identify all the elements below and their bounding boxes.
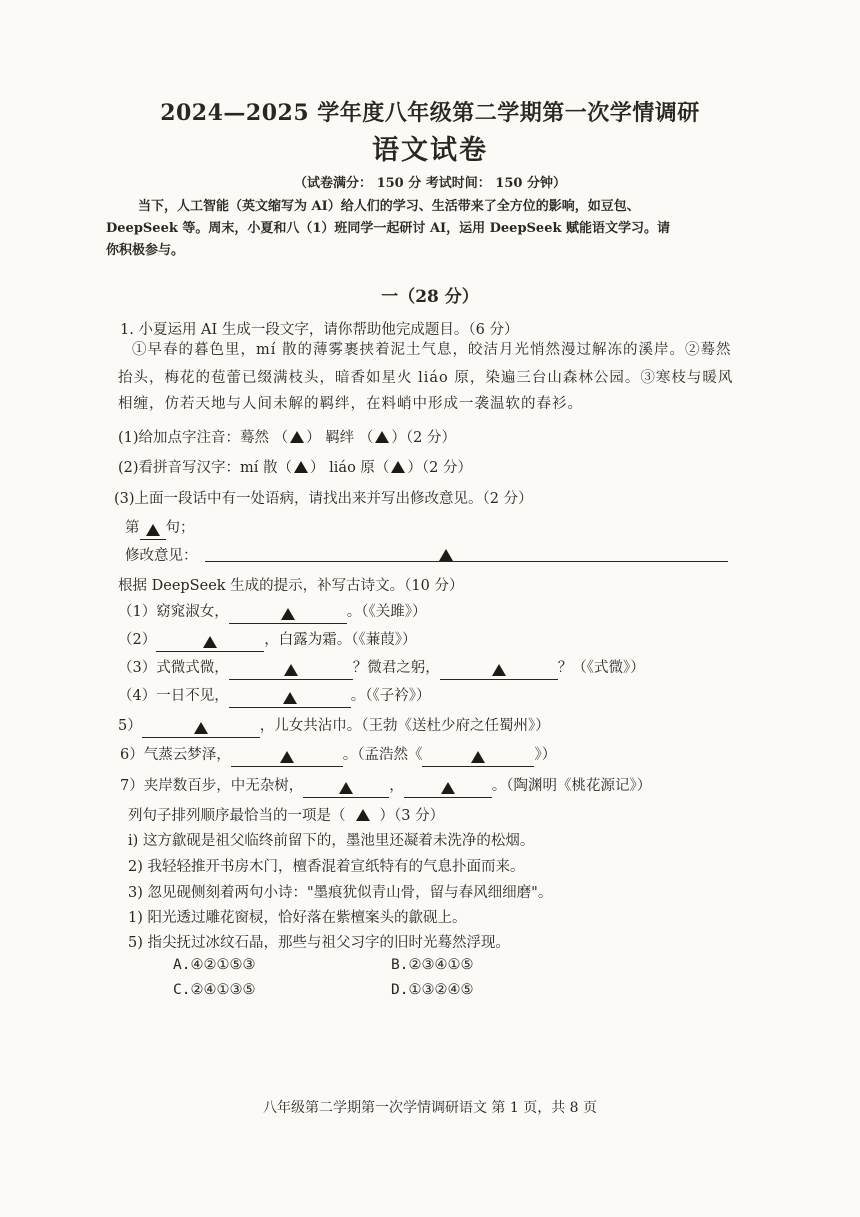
answer-triangle-icon xyxy=(339,782,353,794)
answer-triangle-icon[interactable] xyxy=(391,461,405,473)
poem-line-6 xyxy=(120,743,556,767)
poem-line-3 xyxy=(118,656,645,680)
answer-blank[interactable] xyxy=(404,781,492,798)
poem-line-7-text: 7）夹岸数百步，中无杂树， xyxy=(120,778,304,794)
q1-stem: 1. 小夏运用 AI 生成一段文字，请你帮助他完成题目。（6 分） xyxy=(120,322,519,338)
q3-sentence-2: 2) 我轻轻推开书房木门，檀香混着宣纸特有的气息扑面而来。 xyxy=(128,859,525,875)
intro-line-2: DeepSeek 等。周末，小夏和八（1）班同学一起研讨 AI，运用 DeepSeek 赋能语文学习。请 xyxy=(106,221,671,236)
poem-line-1 xyxy=(118,600,426,624)
q1-passage-line-3: 相缠，仿若天地与人间未解的羁绊，在料峭中形成一袭温软的春衫。 xyxy=(118,396,583,412)
answer-triangle-icon xyxy=(356,809,370,821)
q1-sub3-sentence-label: 第 xyxy=(125,520,140,536)
answer-blank[interactable] xyxy=(142,721,260,738)
poem-line-3-source: ？（《式微》） xyxy=(557,660,645,676)
q3-sentence-3: 3) 忽见砚侧刻着两句小诗："墨痕犹似青山骨，留与春风细细磨"。 xyxy=(128,885,553,901)
q3-answer-slot[interactable] xyxy=(346,808,380,824)
poem-line-2-text: ，白露为霜。（《蒹葭》） xyxy=(264,632,417,648)
q3-sentence-5: 5) 指尖抚过冰纹石晶，那些与祖父习字的旧时光蓦然浮现。 xyxy=(128,935,510,951)
q1-sub2 xyxy=(118,456,472,477)
q1-sub2-label-2: ） liáo 原（ xyxy=(310,460,390,476)
answer-blank[interactable] xyxy=(231,750,343,767)
poem-line-2-label: （2） xyxy=(118,632,157,648)
intro-line-1: 当下，人工智能（英文缩写为 AI）给人们的学习、生活带来了全方位的影响，如豆包、 xyxy=(138,199,640,214)
answer-blank[interactable] xyxy=(156,635,264,652)
answer-blank[interactable] xyxy=(422,750,534,767)
section-heading: 一（28 分） xyxy=(381,287,479,307)
poem-line-2 xyxy=(118,628,416,652)
q1-sub3: (3)上面一段话中有一处语病，请找出来并写出修改意见。（2 分） xyxy=(114,491,533,507)
option-c[interactable]: C.②④①③⑤ xyxy=(173,982,256,998)
answer-triangle-icon xyxy=(280,751,294,763)
answer-triangle-icon xyxy=(471,751,485,763)
q3-sentence-1: i) 这方歙砚是祖父临终前留下的，墨池里还凝着未洗净的松烟。 xyxy=(128,833,535,849)
sentence-number-blank[interactable] xyxy=(140,523,166,540)
answer-triangle-icon xyxy=(194,722,208,734)
option-a[interactable]: A.④②①⑤③ xyxy=(173,957,256,973)
exam-subject-title: 语文试卷 xyxy=(372,135,488,166)
answer-triangle-icon xyxy=(284,664,298,676)
q3-sentence-4: 1) 阳光透过雕花窗棂，恰好落在紫檀案头的歙砚上。 xyxy=(128,910,467,926)
answer-triangle-icon[interactable] xyxy=(294,461,308,473)
option-d[interactable]: D.①③②④⑤ xyxy=(391,982,474,998)
q1-sub3-sentence xyxy=(125,516,195,540)
poem-line-7-comma: ， xyxy=(389,778,404,794)
q1-sub1-label-2: ） 羁绊 （ xyxy=(306,430,374,446)
page-footer: 八年级第二学期第一次学情调研语文 第 1 页，共 8 页 xyxy=(262,1100,598,1116)
answer-triangle-icon[interactable] xyxy=(375,431,389,443)
poem-line-1-text: （1）窈窕淑女， xyxy=(118,604,229,620)
answer-triangle-icon xyxy=(281,608,295,620)
q1-sub1-points: ）（2 分） xyxy=(391,430,456,446)
intro-line-3: 你积极参与。 xyxy=(106,243,185,258)
answer-blank[interactable] xyxy=(303,781,389,798)
answer-triangle-icon xyxy=(283,692,297,704)
answer-blank[interactable] xyxy=(440,663,558,680)
answer-blank[interactable] xyxy=(229,691,351,708)
q1-sub1-label: (1)给加点字注音：蓦然 （ xyxy=(118,430,289,446)
poem-line-3-text-2: ？微君之躬， xyxy=(352,660,440,676)
poem-line-4-source: 。（《子衿》） xyxy=(350,688,431,704)
score-info: （试卷满分： 150 分 考试时间： 150 分钟） xyxy=(294,176,566,191)
q3-stem xyxy=(128,804,444,825)
poem-line-5-label: 5） xyxy=(118,718,142,734)
revision-answer-line[interactable] xyxy=(205,561,728,562)
poem-line-4-text: （4）一日不见， xyxy=(118,688,229,704)
answer-triangle-icon xyxy=(203,636,217,648)
exam-title: 2024—2025 学年度八年级第二学期第一次学情调研 xyxy=(160,100,700,126)
q1-sub3-sentence-suffix: 句； xyxy=(165,520,195,536)
option-b[interactable]: B.②③④①⑤ xyxy=(391,957,474,973)
poem-line-7-source: 。（陶渊明《桃花源记》） xyxy=(491,778,652,794)
answer-blank[interactable] xyxy=(229,663,353,680)
q1-passage-line-2: 抬头，梅花的苞蕾已缀满枝头，暗香如星火 liáo 原，染遍三台山森林公园。③寒枝与暖风 xyxy=(118,370,734,386)
answer-blank[interactable] xyxy=(229,607,347,624)
q2-stem: 根据 DeepSeek 生成的提示，补写古诗文。（10 分） xyxy=(118,578,464,594)
q1-sub2-points: ）（2 分） xyxy=(407,460,473,476)
poem-line-1-source: 。（《关雎》） xyxy=(346,604,427,620)
poem-line-5-text: ，儿女共沾巾。（王勃《送杜少府之任蜀州》） xyxy=(259,718,550,734)
answer-triangle-icon xyxy=(492,664,506,676)
poem-line-6-source-end: 》） xyxy=(534,747,557,763)
answer-triangle-icon[interactable] xyxy=(290,431,304,443)
q3-stem-text: 列句子排列顺序最恰当的一项是（ xyxy=(128,808,346,824)
q1-sub2-label: (2)看拼音写汉字：mí 散（ xyxy=(118,460,293,476)
poem-line-3-text: （3）式微式微， xyxy=(118,660,229,676)
poem-line-4 xyxy=(118,684,430,708)
poem-line-7 xyxy=(120,774,651,798)
answer-triangle-icon xyxy=(441,782,455,794)
q1-sub3-revision-label: 修改意见： xyxy=(125,548,198,564)
poem-line-6-source: 。（孟浩然《 xyxy=(342,747,423,763)
q3-stem-points: ）（3 分） xyxy=(379,808,445,824)
answer-triangle-icon xyxy=(146,524,160,536)
poem-line-5 xyxy=(118,714,550,738)
poem-line-6-text: 6）气蒸云梦泽， xyxy=(120,747,231,763)
answer-triangle-icon xyxy=(439,549,453,561)
q1-passage-line-1: ①早春的暮色里，mí 散的薄雾裹挟着泥土气息，皎洁月光悄然漫过解冻的溪岸。②蓦然 xyxy=(132,342,732,358)
q1-sub1 xyxy=(118,426,456,447)
